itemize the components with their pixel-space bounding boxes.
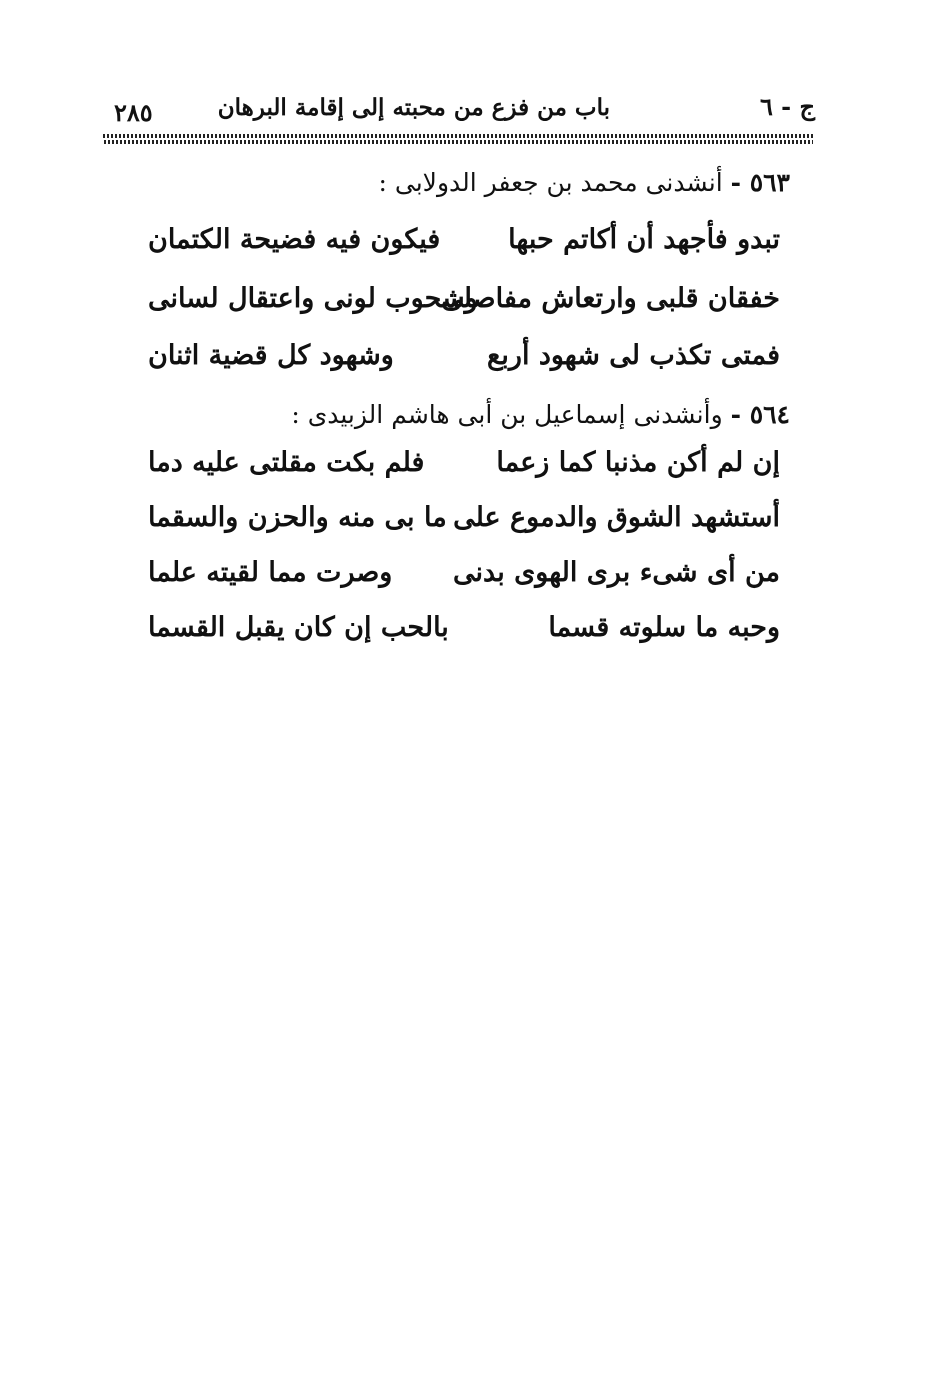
second-hemistich: ما بى منه والحزن والسقما [148,502,447,533]
second-hemistich: فلم بكت مقلتى عليه دما [148,447,425,478]
second-hemistich: بالحب إن كان يقبل القسما [148,612,449,643]
verse-line [130,612,780,656]
volume-label: ج - ٦ [759,92,815,121]
running-header [100,92,815,132]
verse-line [130,502,780,546]
first-hemistich: إن لم أكن مذنبا كما زعما [496,447,780,478]
first-hemistich: من أى شىء برى الهوى بدنى [453,557,780,588]
entry-intro-text: وأنشدنى إسماعيل بن أبى هاشم الزبيدى : [291,400,723,429]
verse-line [130,224,780,268]
second-hemistich: فيكون فيه فضيحة الكتمان [148,224,441,255]
entry-number: ٥٦٤ - [730,400,790,429]
chapter-title: باب من فزع من محبته إلى إقامة البرهان [217,94,610,121]
first-hemistich: خفقان قلبى وارتعاش مفاصلى [441,283,780,314]
header-rule [103,134,813,145]
entry-number: ٥٦٣ - [730,168,790,197]
entry-intro [291,400,790,429]
page-number: ٢٨٥ [114,98,153,127]
second-hemistich: وصرت مما لقيته علما [148,557,393,588]
verse-line [130,447,780,491]
verse-line [130,283,780,327]
second-hemistich: وشحوب لونى واعتقال لسانى [148,283,478,314]
first-hemistich: وحبه ما سلوته قسما [548,612,780,643]
verse-line [130,557,780,601]
verse-line [130,340,780,384]
first-hemistich: تبدو فأجهد أن أكاتم حبها [508,224,780,255]
entry-intro [379,168,790,197]
first-hemistich: أستشهد الشوق والدموع على [453,502,780,533]
first-hemistich: فمتى تكذب لى شهود أربع [487,340,780,371]
second-hemistich: وشهود كل قضية اثنان [148,340,394,371]
entry-intro-text: أنشدنى محمد بن جعفر الدولابى : [378,168,723,197]
